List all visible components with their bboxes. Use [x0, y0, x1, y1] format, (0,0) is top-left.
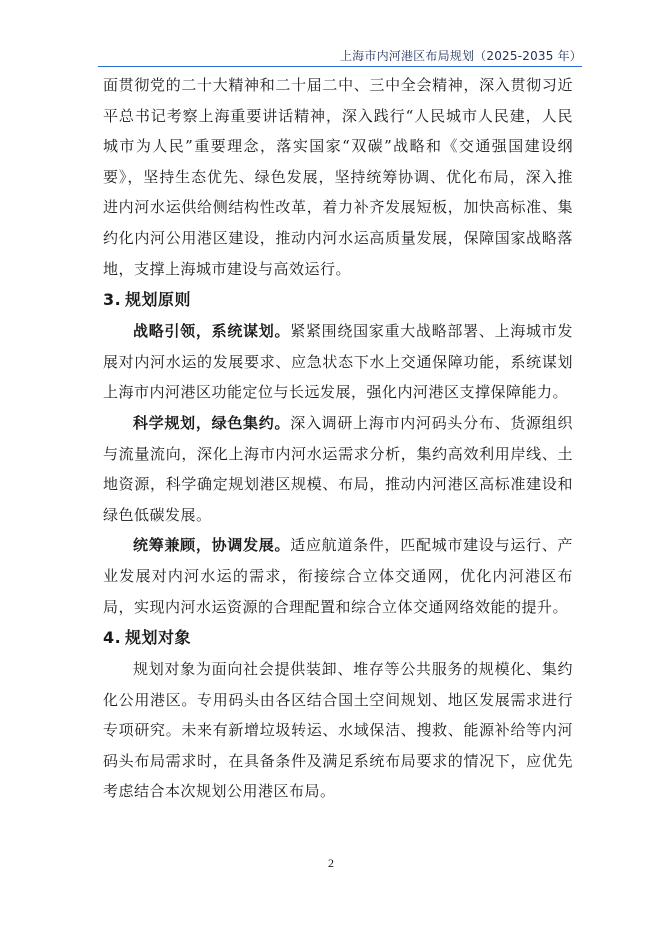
page-number: 2	[328, 856, 334, 870]
section-4-heading	[103, 622, 573, 654]
section-4-title: 规划对象	[125, 628, 192, 648]
principle-2-lead: 科学规划，绿色集约。	[133, 413, 291, 432]
principle-3-text: 适应航道条件，匹配城市建设与运行、产业发展对内河水运的需求，衔接综合立体交通网，优化内河港区布局，实现内河水运资源的合理配置和综合立体交通网络效能的提升。	[103, 536, 573, 616]
principle-3-lead: 统筹兼顾，协调发展。	[133, 536, 291, 555]
page-body	[103, 70, 573, 807]
header-rule	[98, 66, 582, 67]
principle-paragraph-2	[103, 408, 573, 530]
principle-2-text: 深入调研上海市内河码头分布、货源组织与流量流向，深化上海市内河水运需求分析，集约高效利用岸线、土地资源，科学确定规划港区规模、布局，推动内河港区高标准建设和绿色低碳发展。	[103, 413, 573, 524]
section-3-heading	[103, 284, 573, 316]
intro-paragraph: 面贯彻党的二十大精神和二十届二中、三中全会精神，深入贯彻习近平总书记考察上海重要讲话精神，深入践行“人民城市人民建，人民城市为人民”重要理念，落实国家“双碳”战略和《交通强国建设纲要》，坚持生态优先、绿色发展，坚持统筹协调、优化布局，深入推进内河水运供给侧结构性改革，着力补齐发展短板，加快高标准、集约化内河公用港区建设，推动内河水运高质量发展，保障国家战略落地，支撑上海城市建设与高效运行。	[103, 76, 573, 278]
section-4-number: 4.	[103, 628, 122, 648]
principle-paragraph-1	[103, 316, 573, 408]
principle-paragraph-3	[103, 530, 573, 622]
section-3-title: 规划原则	[125, 290, 192, 310]
running-header: 上海市内河港区布局规划（2025-2035 年）	[339, 49, 582, 63]
principle-1-text: 紧紧围绕国家重大战略部署、上海城市发展对内河水运的发展要求、应急状态下水上交通保障功能，系统谋划上海市内河港区功能定位与长远发展，强化内河港区支撑保障能力。	[103, 322, 573, 402]
section-3-number: 3.	[103, 290, 122, 310]
object-paragraph: 规划对象为面向社会提供装卸、堆存等公共服务的规模化、集约化公用港区。专用码头由各区结合国土空间规划、地区发展需求进行专项研究。未来有新增垃圾转运、水域保洁、搜救、能源补给等内河码头布局需求时，在具备条件及满足系统布局要求的情况下，应优先考虑结合本次规划公用港区布局。	[103, 660, 573, 801]
principle-1-lead: 战略引领，系统谋划。	[133, 322, 291, 341]
